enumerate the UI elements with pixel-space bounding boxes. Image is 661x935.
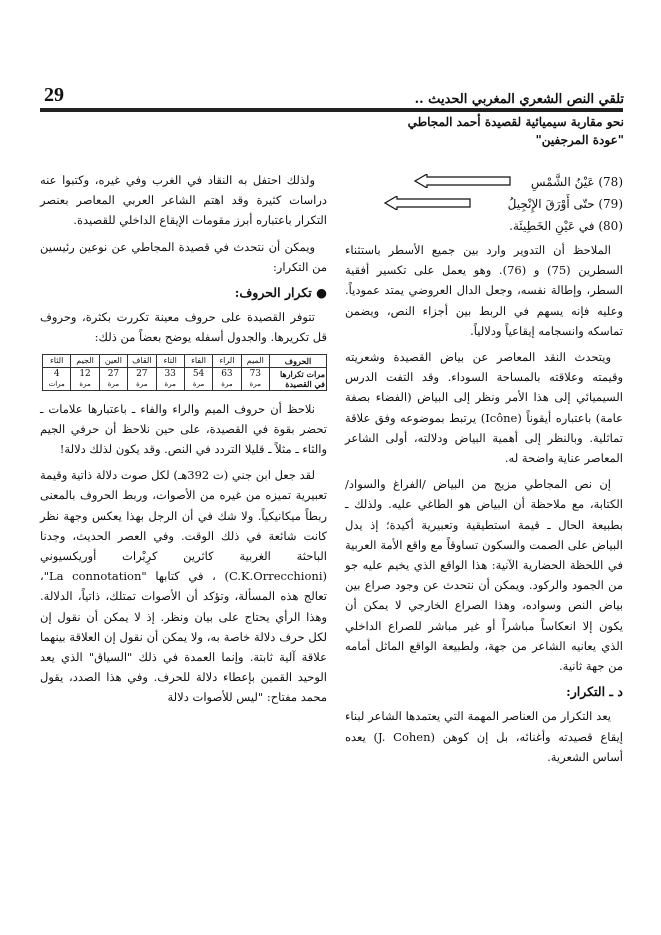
count-unit: مرات <box>48 379 65 388</box>
verse-line <box>345 170 623 192</box>
table-cell <box>156 367 184 390</box>
table-cell <box>128 367 156 390</box>
count-value: 33 <box>164 368 176 379</box>
count-unit: مرة <box>79 379 91 388</box>
table-cell <box>213 367 241 390</box>
body-paragraph: ويتحدث النقد المعاصر عن بياض القصيدة وشعريته وقيمته وعلاقته بالمساحة السوداء. وقد التفت الدرس السيميائي إلى هذا الأمر ونظر إلى البياض (الفضاء بصفة عامة) باعتباره أيقوناً (Icône) يرتبط بموضوعه وفق علاقة تماثلية. وبالنظر إلى أهمية البياض ودلالته، أولى الشاعر المعاصر عناية واضحة له. <box>345 350 623 466</box>
count-value: 27 <box>136 368 148 379</box>
count-unit: مرة <box>107 379 120 388</box>
body-paragraph: تتوفر القصيدة على حروف معينة تكررت بكثرة، وحروف قل تكريرها. والجدول أسفله يوضح بعضاً من ذلك: <box>40 310 327 345</box>
body-paragraph: يعد التكرار من العناصر المهمة التي يعتمدها الشاعر لبناء إيقاع قصيدته وأغنائه، بل إن كوهن (J. Cohen) يعده أساس الشعرية. <box>345 709 623 764</box>
table-cell <box>184 367 212 390</box>
count-value: 54 <box>192 368 205 379</box>
count-value: 12 <box>79 368 91 379</box>
count-unit: مرة <box>164 379 176 388</box>
body-paragraph: لقد جعل ابن جني (ت 392هـ) لكل صوت دلالة ذاتية وقيمة تعبيرية تميزه من غيره من الأصوات، وربط الحروف بالمعنى ربطاً ميكانيكياً. ولا شك في أن الرجل بهذا يعكس وجهة نظر كانت شائعة في ذلك الوقت. وفي العصر الحديث، وجدنا الباحثة الغربية كاثرين كرِبْرات أوريكسيوني (C.K.Orrecchioni) ، في كتابها "La connotation"، تعالج هذه المسألة، وتؤكد أن الأصوات تمتلك، ذاتياً، الدلالة. وهذا الرأي يحتاج على بيان ونظر. إذ لا يمكن أن نقول إن لكل حرف دلالة خاصة به، ولا يمكن أن نقول إن العلاقة بينهما علاقة آلية ثابتة. وإنما العمدة في ذلك "السياق" الذي يعد الوحيد القمين بإعطاء دلالة للحرف. وفي هذا الصدد، يقول محمد مفتاح: "ليس للأصوات دلالة <box>40 468 327 705</box>
count-value: 4 <box>53 368 60 379</box>
arrow-left-icon <box>383 196 473 210</box>
page-number: 29 <box>44 84 64 106</box>
table-row-label: مرات تكرارها في القصيدة <box>270 367 327 390</box>
table-header-cell: الثاء <box>43 354 71 367</box>
table-cell <box>241 367 269 390</box>
count-value: 63 <box>221 368 233 379</box>
body-paragraph: الملاحظ أن التدوير وارد بين جميع الأسطر باستثناء السطرين (75) و (76). وهو يعمل على تكسير أفقية السطر، وإطالة نفسه، وجعل الدال العروضي يمتد عمودياً. وعليه فإنه يسهم في الربط بين أجزاء النص، ويضمن تماسكه وانسجامه إيقاعياً ودلالياً. <box>345 243 623 338</box>
table-header-cell: العين <box>99 354 127 367</box>
verse-text: (80) في عَيْنِ الخَطِيئَة. <box>509 219 623 233</box>
left-column <box>40 170 327 714</box>
count-unit: مرة <box>249 379 261 388</box>
running-header-poem-title: "عودة المرجفين" <box>535 133 624 147</box>
table-header-cell: التاء <box>156 354 184 367</box>
table-cell <box>99 367 127 390</box>
arrow-left-icon <box>413 174 513 188</box>
table-header-cell: الراء <box>213 354 241 367</box>
table-header-cell: الميم <box>241 354 269 367</box>
count-unit: مرة <box>136 379 148 388</box>
body-paragraph: ويمكن أن نتحدث في قصيدة المجاطي عن نوعين رئيسين من التكرار: <box>40 239 327 274</box>
count-value: 27 <box>107 368 120 379</box>
header-rule <box>40 108 623 112</box>
count-value: 73 <box>249 368 262 379</box>
right-column <box>345 170 623 773</box>
section-heading: د ـ التكرار: <box>566 684 623 700</box>
table-header-cell: الفاء <box>184 354 212 367</box>
body-paragraph: إن نص المجاطي مزيج من البياض /الفراغ والسواد/ الكتابة، مع ملاحظة أن البياض هو الطاغي عليه. ولذلك ـ بطبيعة الحال ـ قيمة استطيقية وتعبيرية أكيدة؛ إذ يدل البياض على الصمت والسكون تساوقاً مع واقع الأمة العربية في اللحظة الحضارية الآنية: هذا الواقع الذي يخيم عليه جو من الجمود والركود. ويمكن أن نتحدث عن وجود صراع بين بياض النص وسواده، وهذا الصراع الخارجي لا يمكن أن يكون إلا انعكاساً مباشراً أو غير مباشر للصراع الداخلي الذي يعانيه الشاعر من جهة، ولطبيعة الواقع الماثل أمامه من جهة ثانية. <box>345 477 623 674</box>
running-header-subtitle: نحو مقاربة سيميائية لقصيدة أحمد المجاطي <box>407 115 624 129</box>
verse-line <box>345 192 623 214</box>
letter-frequency-table <box>42 354 327 391</box>
verse-line <box>345 214 623 236</box>
count-unit: مرة <box>192 379 205 388</box>
body-paragraph: ولذلك احتفل به النقاد في الغرب وفي غيره، وكتبوا عنه دراسات كثيرة وقد اهتم الشاعر العربي المعاصر بعنصر التكرار باعتباره أبرز مقومات الإيقاع الداخلي للقصيدة. <box>40 173 327 228</box>
table-header-cell: القاف <box>128 354 156 367</box>
subsection-heading: ● تكرار الحروف: <box>234 285 327 301</box>
count-unit: مرة <box>221 379 233 388</box>
table-corner-label: الحروف <box>270 354 327 367</box>
body-paragraph: نلاحظ أن حروف الميم والراء والفاء ـ باعتبارها علامات ـ تحضر بقوة في القصيدة، على حين نلاحظ أن حرفي الجيم والثاء ـ مثلاً ـ قليلا التردد في النص. وقد يكون لذلك دلالة! <box>40 401 327 457</box>
running-header-title: تلقي النص الشعري المغربي الحديث .. <box>414 92 624 107</box>
table-header-row <box>43 354 327 367</box>
table-row <box>43 367 327 390</box>
verse-text: (79) حتّى أَوْرَقَ الإِنْجِيلُ <box>507 197 623 211</box>
table-cell <box>43 367 71 390</box>
table-cell <box>71 367 99 390</box>
verse-text: (78) عَيْنُ الشَّمْسِ <box>530 175 623 189</box>
table-header-cell: الجيم <box>71 354 99 367</box>
